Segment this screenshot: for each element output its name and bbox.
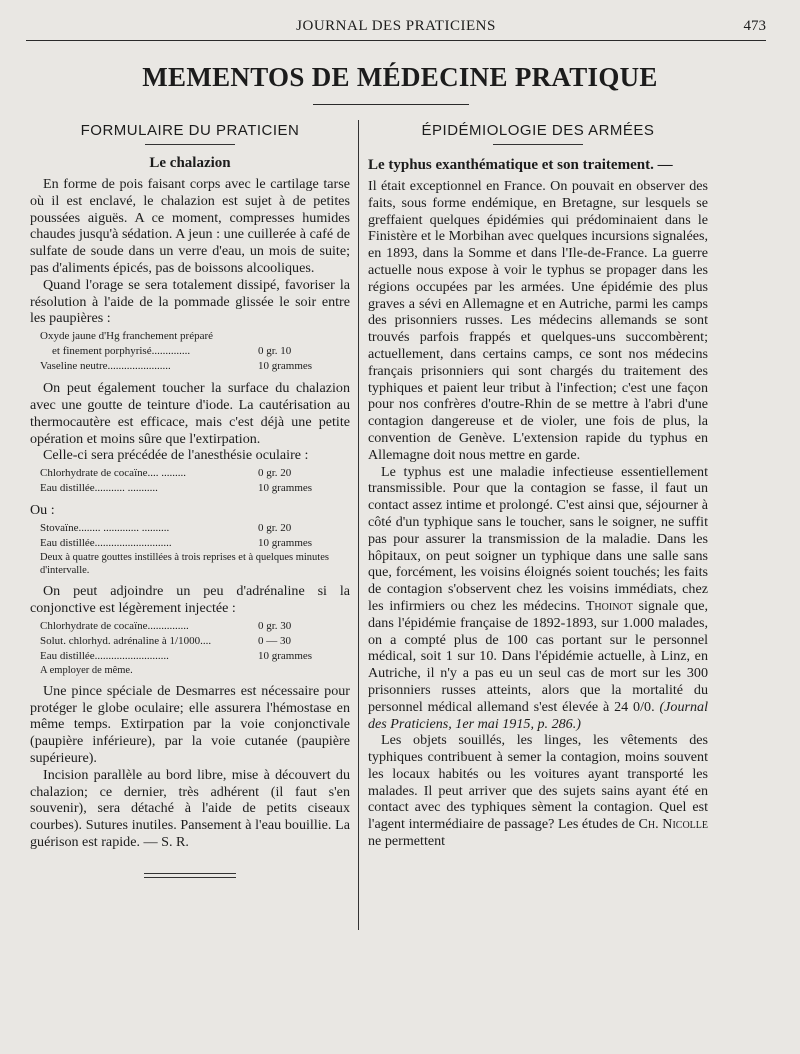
paragraph: Le typhus est une maladie infectieuse essentiellement transmissible. Pour que la contagion se fasse, il faut un contact assez intime et prolongé. C'est ainsi que, séjourner à côté d'un typhique sans le toucher, sans le soigner, ne suffit pas pour assurer la transmission de la maladie. Dans les hôpitaux, on peut soigner un typhique dans une salle sans que, forcément, les voisins éloignés soient touchés; les faits de contagion s'observent chez les voisins immédiats, chez les infirmiers ou chez les médecins. Thoinot signale que, dans l'épidémie française de 1892-1893, sur 1.000 malades, on a compté plus de 100 cas portant sur le personnel médical, soit 1 sur 10. Dans l'épidémie actuelle, à Linz, en Autriche, il n'y a pas eu un seul cas de mort sur les 300 prisonniers russes atteints, alors que la mortalité du personnel médical allemand s'est élevée à 24 0/0. (Journal des Praticiens, 1er mai 1915, p. 286.)	[368, 463, 708, 732]
paragraph: Quand l'orage se sera totalement dissipé, favoriser la résolution à l'aide de la pommade glissée le soir entre les paupières :	[30, 276, 350, 327]
column-divider	[358, 120, 359, 930]
formula-stovaine	[40, 521, 350, 577]
right-column	[368, 120, 708, 850]
paragraph: On peut adjoindre un peu d'adrénaline si la conjonctive est légèrement injectée :	[30, 583, 350, 616]
section-heading-epidemiologie: ÉPIDÉMIOLOGIE DES ARMÉES	[421, 122, 655, 139]
formula-row: Eau distillée........................... 10 grammes	[40, 649, 313, 662]
formula-row: Eau distillée............................ 10 grammes	[40, 537, 313, 550]
paragraph: Une pince spéciale de Desmarres est nécessaire pour protéger le globe oculaire; elle assurera l'hémostase en même temps. Extirpation par la voie conjonctivale (paupière inférieure), par la voie cutanée (paupière supérieure).	[30, 682, 350, 766]
formula-row: Chlorhydrate de cocaïne.... ......... 0 gr. 20	[40, 467, 292, 480]
section-rule	[493, 144, 583, 145]
main-title: MEMENTOS DE MÉDECINE PRATIQUE	[142, 62, 658, 92]
left-column	[30, 120, 350, 878]
section-heading-formulaire: FORMULAIRE DU PRATICIEN	[80, 122, 300, 139]
section-rule	[145, 144, 235, 145]
formula-row: Solut. chlorhyd. adrénaline à 1/1000.... 0 — 30	[40, 634, 291, 647]
formula-adrenaline	[40, 619, 350, 677]
page-number: 473	[743, 18, 766, 34]
formula-row: et finement porphyrisé.............. 0 gr. 10	[52, 345, 292, 358]
formula-note: Deux à quatre gouttes instillées à trois reprises et à quelques minutes d'intervalle.	[40, 552, 329, 577]
formula-note: A employer de même.	[40, 664, 133, 676]
paragraph: Les objets souillés, les linges, les vêtements des typhiques contribuent à semer la contagion, moins souvent les locaux habités ou les voitures ayant transporté les malades. Il peut arriver que des sujets sains ayant été en contact avec des typhiques sèment la contagion. Quel est l'agent intermédiaire de passage? Les études de Ch. Nicolle ne permettent	[368, 732, 708, 850]
formula-cocaine	[40, 466, 350, 496]
paragraph: En forme de pois faisant corps avec le cartilage tarse où il est enclavé, le chalazion est sujet à de petites poussées aiguës. A ce moment, compresses humides chaudes jusqu'à sédation. A jeun : une cuillerée à café de sulfate de soude dans un verre d'eau, un mois de suite; pas d'aliments épicés, pas de boissons alcooliques.	[30, 176, 350, 276]
formula-row: Oxyde jaune d'Hg franchement préparé	[40, 330, 214, 343]
formula-row: Eau distillée........... ........... 10 grammes	[40, 482, 313, 495]
formula-row: Vaseline neutre....................... 10 grammes	[40, 360, 313, 373]
author-name: Thoinot	[585, 597, 633, 614]
paragraph: Celle-ci sera précédée de l'anesthésie oculaire :	[43, 447, 309, 464]
formula-alternative: Ou :	[30, 502, 55, 519]
author-name: Ch. Nicolle	[638, 816, 708, 833]
end-rule	[144, 873, 236, 878]
title-rule	[313, 104, 469, 105]
formula-row: Chlorhydrate de cocaïne............... 0 gr. 30	[40, 619, 292, 632]
journal-name: JOURNAL DES PRATICIENS	[296, 18, 496, 34]
formula-row: Stovaïne........ ............. .......... 0 gr. 20	[40, 522, 292, 535]
paragraph: On peut également toucher la surface du chalazion avec une goutte de teinture d'iode. La cautérisation au thermocautère est efficace, mais c'est déjà une petite opération et moins sûre que l'extirpation.	[30, 380, 350, 447]
running-head	[26, 16, 766, 41]
article-title-typhus: Le typhus exanthématique et son traitement. —	[368, 157, 673, 173]
formula-pommade	[40, 329, 350, 374]
paragraph: Il était exceptionnel en France. On pouvait en observer des faits, sous forme endémique, en Bretagne, sur lesquels se greffaient quelques épidémies qui prédominaient dans le Finistère et le Morbihan avec quelques incursions signalées, en 1893, dans la Somme et dans l'Ile-de-France. La guerre actuelle nous expose à voir le typhus se propager dans les régions occupées par les armées. Une épidémie des plus graves a sévi en Allemagne et en Autriche, parmi les camps des prisonniers russes. Les médecins allemands se sont trouvés parfois frappés et quelques-uns succombèrent; actuellement, dans certains camps, ce sont nos médecins français prisonniers qui sont chargés du traitement des typhiques et paient leur tribut à l'infection; c'est une façon pour nos confrères d'outre-Rhin de se mettre à l'abri d'une contagion dangereuse et de violer, une fois de plus, la convention de Genève. L'extension rapide du typhus en Allemagne doit nous mettre en garde.	[368, 178, 708, 463]
article-title-chalazion: Le chalazion	[149, 155, 231, 171]
paragraph: Incision parallèle au bord libre, mise à découvert du chalazion; ce dernier, très adhérent (il faut s'en souvenir), sera détaché à l'aide de petits ciseaux courbes). Sutures inutiles. Pansement à l'eau bouillie. La guérison est rapide. — S. R.	[30, 766, 350, 850]
citation: (Journal des Praticiens, 1er mai 1915, p. 286.)	[368, 698, 708, 732]
